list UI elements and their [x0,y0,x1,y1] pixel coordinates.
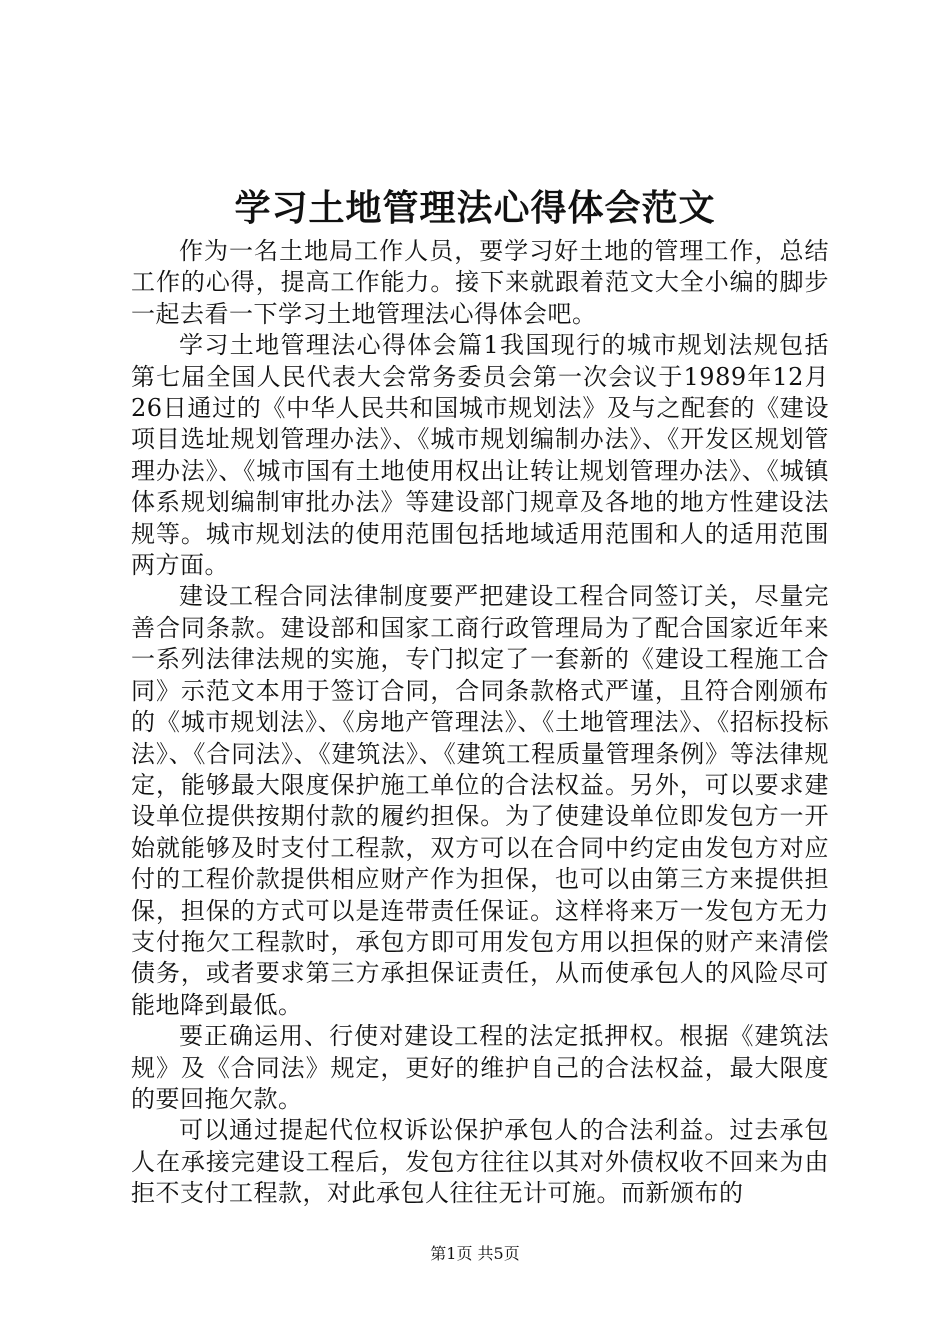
paragraph-planning-law: 学习土地管理法心得体会篇1我国现行的城市规划法规包括第七届全国人民代表大会常务委员会第一次会议于1989年12月26日通过的《中华人民共和国城市规划法》及与之配套的《建设项目选址规划管理办法》、《城市规划编制办法》、《开发区规划管理办法》、《城市国有土地使用权出让转让规划管理办法》、《城镇体系规划编制审批办法》等建设部门规章及各地的地方性建设法规等。城市规划法的使用范围包括地域适用范围和人的适用范围两方面。 [131,331,829,580]
document-body [131,236,829,1210]
page-number: 第1页 共5页 [430,1244,520,1263]
paragraph-subrogation: 可以通过提起代位权诉讼保护承包人的合法利益。过去承包人在承接完建设工程后，发包方往往以其对外债权收不回来为由拒不支付工程款，对此承包人往往无计可施。而新颁布的 [131,1116,829,1208]
document-title: 学习土地管理法心得体会范文 [234,187,716,229]
paragraph-contract-law: 建设工程合同法律制度要严把建设工程合同签订关，尽量完善合同条款。建设部和国家工商行政管理局为了配合国家近年来一系列法律法规的实施，专门拟定了一套新的《建设工程施工合同》示范文本用于签订合同，合同条款格式严谨，且符合刚颁布的《城市规划法》、《房地产管理法》、《土地管理法》、《招标投标法》、《合同法》、《建筑法》、《建筑工程质量管理条例》等法律规定，能够最大限度保护施工单位的合法权益。另外，可以要求建设单位提供按期付款的履约担保。为了使建设单位即发包方一开始就能够及时支付工程款，双方可以在合同中约定由发包方对应付的工程价款提供相应财产作为担保，也可以由第三方来提供担保，担保的方式可以是连带责任保证。这样将来万一发包方无力支付拖欠工程款时，承包方即可用发包方用以担保的财产来清偿债务，或者要求第三方承担保证责任，从而使承包人的风险尽可能地降到最低。 [131,582,829,1019]
paragraph-intro: 作为一名土地局工作人员，要学习好土地的管理工作，总结工作的心得，提高工作能力。接下来就跟着范文大全小编的脚步一起去看一下学习土地管理法心得体会吧。 [131,237,829,328]
paragraph-mortgage-right: 要正确运用、行使对建设工程的法定抵押权。根据《建筑法规》及《合同法》规定，更好的维护自己的合法权益，最大限度的要回拖欠款。 [131,1022,829,1113]
